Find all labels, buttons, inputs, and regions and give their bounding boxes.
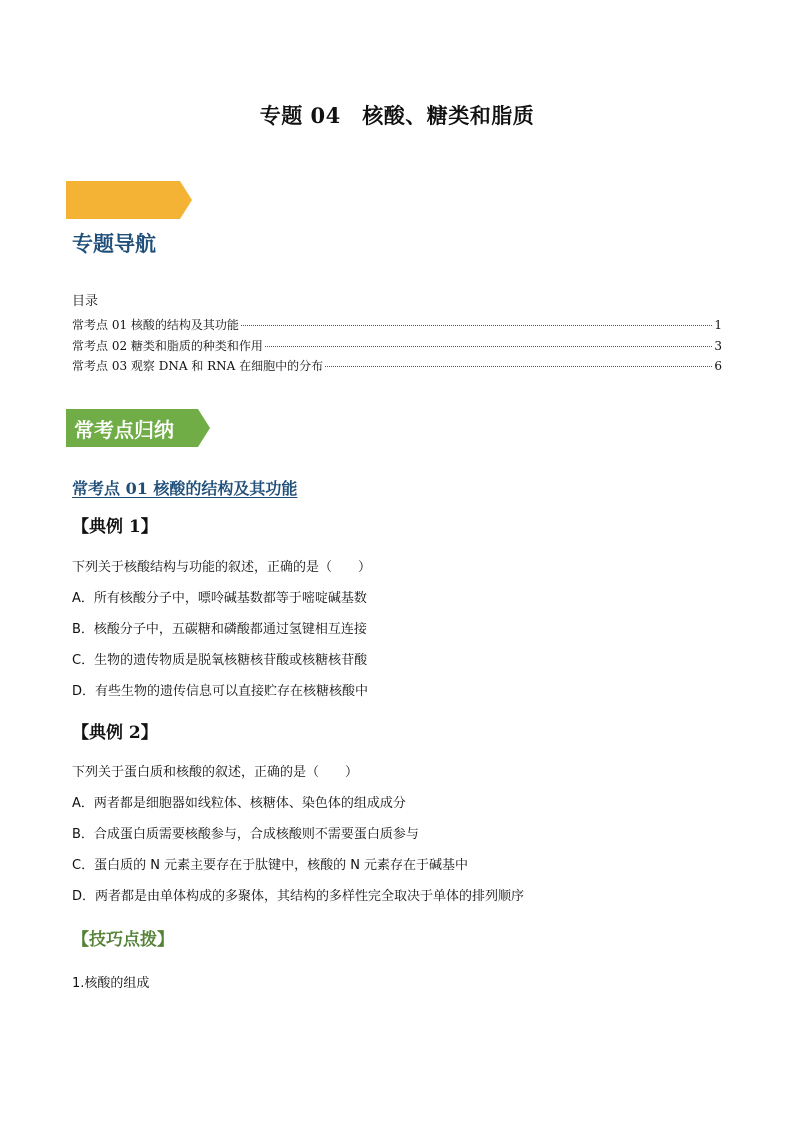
section-banner-label: 常考点归纳 — [74, 418, 174, 442]
example-1-option-b: B．核酸分子中，五碳糖和磷酸都通过氢键相互连接 — [72, 622, 367, 637]
tip-heading: 【技巧点拨】 — [72, 930, 174, 950]
example-1-heading: 【典例 1】 — [72, 517, 158, 537]
nav-heading: 专题导航 — [72, 231, 156, 256]
toc-entry-page: 3 — [714, 339, 722, 353]
example-2-option-a: A．两者都是细胞器如线粒体、核糖体、染色体的组成成分 — [72, 796, 406, 811]
toc-entry-text: 常考点 03 观察 DNA 和 RNA 在细胞中的分布 — [72, 359, 324, 373]
example-1-option-c: C．生物的遗传物质是脱氧核糖核苷酸或核糖核苷酸 — [72, 653, 368, 668]
toc-entry-3[interactable] — [72, 357, 722, 373]
toc-entry-page: 6 — [714, 359, 722, 373]
toc-entry-2[interactable] — [72, 337, 722, 353]
example-1-option-d: D．有些生物的遗传信息可以直接贮存在核糖核酸中 — [72, 684, 369, 699]
toc-label: 目录 — [72, 294, 99, 309]
section-heading: 常考点 01 核酸的结构及其功能 — [72, 479, 298, 498]
example-2-option-d: D．两者都是由单体构成的多聚体，其结构的多样性完全取决于单体的排列顺序 — [72, 889, 525, 904]
nav-banner-shape — [66, 181, 192, 219]
toc-entry-1[interactable] — [72, 316, 722, 332]
example-2-question: 下列关于蛋白质和核酸的叙述，正确的是（ ） — [72, 765, 359, 780]
example-1-question: 下列关于核酸结构与功能的叙述，正确的是（ ） — [72, 560, 372, 575]
toc-leader-dots — [325, 366, 712, 367]
page-title: 专题 04 核酸、糖类和脂质 — [259, 103, 535, 128]
toc-leader-dots — [241, 325, 712, 326]
example-2-option-c: C．蛋白质的 N 元素主要存在于肽键中，核酸的 N 元素存在于碱基中 — [72, 858, 469, 873]
toc-entry-page: 1 — [714, 318, 722, 332]
example-2-option-b: B．合成蛋白质需要核酸参与，合成核酸则不需要蛋白质参与 — [72, 827, 419, 842]
toc-leader-dots — [265, 346, 712, 347]
tip-line-1: 1.核酸的组成 — [72, 976, 150, 991]
example-2-heading: 【典例 2】 — [72, 723, 158, 743]
example-1-option-a: A．所有核酸分子中，嘌呤碱基数都等于嘧啶碱基数 — [72, 591, 367, 606]
toc-entry-text: 常考点 02 糖类和脂质的种类和作用 — [72, 339, 263, 353]
toc-entry-text: 常考点 01 核酸的结构及其功能 — [72, 318, 239, 332]
